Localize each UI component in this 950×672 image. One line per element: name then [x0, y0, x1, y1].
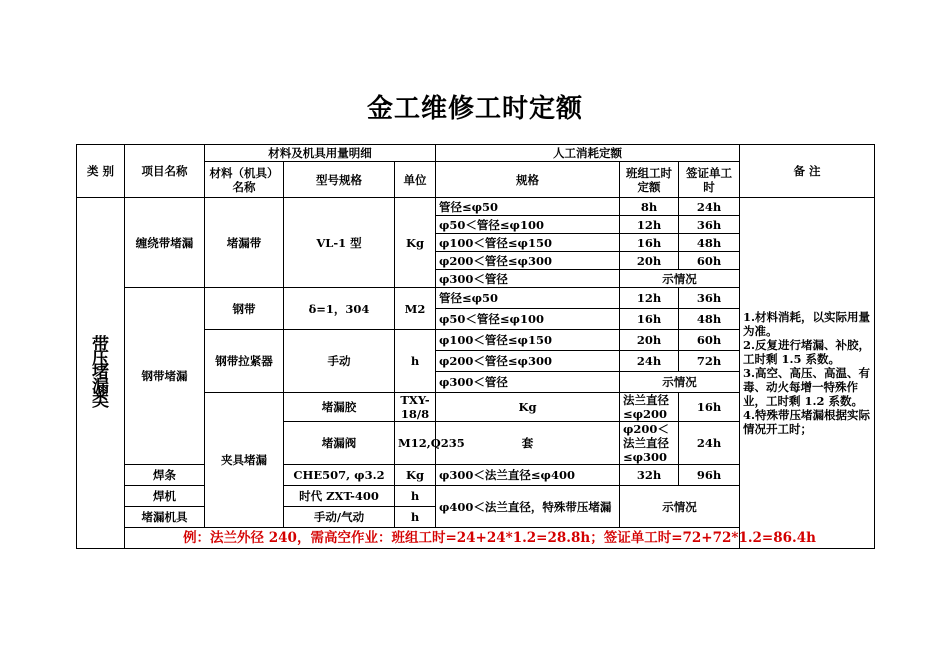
cert-hours: 36h	[679, 288, 740, 309]
unit: M2	[395, 288, 436, 330]
cert-hours: 72h	[679, 351, 740, 372]
team-hours: 12h	[620, 288, 679, 309]
spec: φ200＜法兰直径≤φ300	[620, 422, 679, 465]
model-spec: VL-1 型	[284, 198, 395, 288]
spec: 法兰直径≤φ200	[620, 393, 679, 422]
header-spec: 规格	[436, 162, 620, 198]
spec: φ50＜管径≤φ100	[436, 309, 620, 330]
model-spec: 时代 ZXT-400	[284, 486, 395, 507]
model-spec: 手动	[284, 330, 395, 393]
team-hours: 8h	[620, 198, 679, 216]
model-spec: 手动/气动	[284, 507, 395, 528]
spec: φ100＜管径≤φ150	[436, 330, 620, 351]
spec: φ300＜法兰直径≤φ400	[436, 465, 620, 486]
header-model-spec: 型号规格	[284, 162, 395, 198]
item-name: 夹具堵漏	[205, 393, 284, 528]
remarks-cell	[740, 198, 875, 549]
spec: φ200＜管径≤φ300	[436, 252, 620, 270]
unit: h	[395, 486, 436, 507]
model-spec: M12,Q235	[395, 422, 436, 465]
spec: φ50＜管径≤φ100	[436, 216, 620, 234]
header-cert-hours: 签证单工时	[679, 162, 740, 198]
spec: φ200＜管径≤φ300	[436, 351, 620, 372]
material-name: 堵漏机具	[125, 507, 205, 528]
case-note: 示情况	[620, 270, 740, 288]
team-hours: 32h	[620, 465, 679, 486]
unit: 套	[436, 422, 620, 465]
material-name: 钢带拉紧器	[205, 330, 284, 393]
unit: Kg	[395, 198, 436, 288]
remark-line: 1.材料消耗，以实际用量为准。	[743, 310, 871, 338]
remark-line: 2.反复进行堵漏、补胶，工时剩 1.5 系数。	[743, 338, 871, 366]
unit: Kg	[436, 393, 620, 422]
team-hours: 16h	[620, 309, 679, 330]
material-name: 钢带	[205, 288, 284, 330]
spec: φ300＜管径	[436, 270, 620, 288]
spec: φ100＜管径≤φ150	[436, 234, 620, 252]
remark-line: 4.特殊带压堵漏根据实际情况开工时；	[743, 408, 871, 436]
cert-hours: 36h	[679, 216, 740, 234]
cert-hours: 48h	[679, 234, 740, 252]
table-row	[77, 528, 875, 549]
material-name: 堵漏带	[205, 198, 284, 288]
header-remarks: 备 注	[740, 145, 875, 198]
cert-hours: 48h	[679, 309, 740, 330]
team-hours: 12h	[620, 216, 679, 234]
item-name: 缠绕带堵漏	[125, 198, 205, 288]
category-cell: 带压堵漏类	[77, 198, 125, 549]
material-name: 堵漏阀	[284, 422, 395, 465]
cert-hours: 24h	[679, 198, 740, 216]
case-note: 示情况	[620, 486, 740, 528]
header-team-hours: 班组工时定额	[620, 162, 679, 198]
example-note: 例：法兰外径 240，需高空作业：班组工时=24+24*1.2=28.8h；签证单工时=72+72*1.2=86.4h	[125, 528, 875, 549]
header-category: 类 别	[77, 145, 125, 198]
header-item-name: 项目名称	[125, 145, 205, 198]
team-hours: 16h	[679, 393, 740, 422]
model-spec: δ=1，304	[284, 288, 395, 330]
header-labor-group: 人工消耗定额	[436, 145, 740, 162]
spec: φ400＜法兰直径，特殊带压堵漏	[436, 486, 620, 528]
material-name: 堵漏胶	[284, 393, 395, 422]
header-unit: 单位	[395, 162, 436, 198]
page-title: 金工维修工时定额	[366, 94, 583, 124]
unit: h	[395, 507, 436, 528]
model-spec: TXY-18/8	[395, 393, 436, 422]
table-row	[77, 198, 875, 216]
header-materials-group: 材料及机具用量明细	[205, 145, 436, 162]
item-name: 钢带堵漏	[125, 288, 205, 465]
case-note: 示情况	[620, 372, 740, 393]
team-hours: 20h	[620, 330, 679, 351]
spec: 管径≤φ50	[436, 288, 620, 309]
unit: Kg	[395, 465, 436, 486]
header-material-name: 材料（机具）名称	[205, 162, 284, 198]
spec: φ300＜管径	[436, 372, 620, 393]
labor-quota-table	[76, 144, 875, 549]
cert-hours: 60h	[679, 330, 740, 351]
remark-line: 3.高空、高压、高温、有毒、动火每增一特殊作业，工时剩 1.2 系数。	[743, 366, 871, 408]
team-hours: 24h	[620, 351, 679, 372]
model-spec: CHE507, φ3.2	[284, 465, 395, 486]
material-name: 焊机	[125, 486, 205, 507]
cert-hours: 96h	[679, 465, 740, 486]
team-hours: 20h	[620, 252, 679, 270]
unit: h	[395, 330, 436, 393]
cert-hours: 60h	[679, 252, 740, 270]
team-hours: 24h	[679, 422, 740, 465]
material-name: 焊条	[125, 465, 205, 486]
spec: 管径≤φ50	[436, 198, 620, 216]
team-hours: 16h	[620, 234, 679, 252]
